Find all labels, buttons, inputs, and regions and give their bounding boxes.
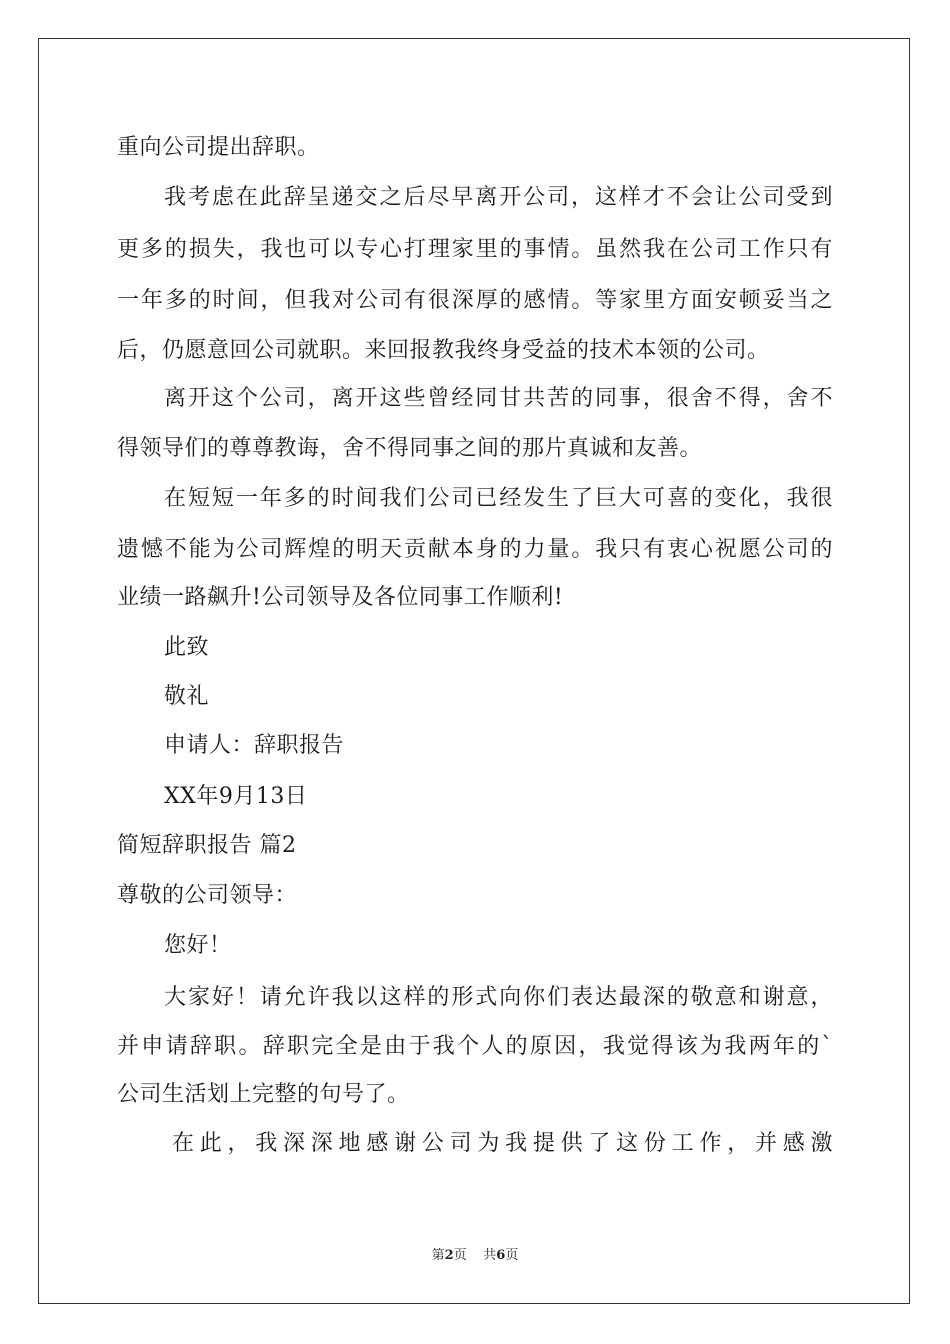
text-line: 公司生活划上完整的句号了。 xyxy=(117,1082,410,1107)
text-line: 离开这个公司，离开这些曾经同甘共苦的同事，很舍不得，舍不 xyxy=(164,386,833,411)
date-line: XX年9月13日 xyxy=(164,784,308,809)
total-suffix: 页 xyxy=(505,1248,519,1263)
text-line: 我考虑在此辞呈递交之后尽早离开公司，这样才不会让公司受到 xyxy=(164,185,833,210)
text-line: 在短短一年多的时间我们公司已经发生了巨大可喜的变化，我很 xyxy=(164,486,833,511)
text-line: 得领导们的尊尊教诲，舍不得同事之间的那片真诚和友善。 xyxy=(117,436,703,461)
greeting: 您好！ xyxy=(164,933,232,958)
greeting-addressee: 尊敬的公司领导： xyxy=(117,883,298,908)
text-line: 重向公司提出辞职。 xyxy=(117,135,320,160)
page-footer xyxy=(0,1247,950,1265)
text-line: 大家好！请允许我以这样的形式向你们表达最深的敬意和谢意， xyxy=(164,985,833,1010)
text-line: 一年多的时间，但我对公司有很深厚的感情。等家里方面安顿妥当之 xyxy=(117,288,833,313)
text-line: 在此，我深深地感谢公司为我提供了这份工作，并感激 xyxy=(172,1131,833,1156)
page-number: 2 xyxy=(444,1248,454,1263)
section-heading: 简短辞职报告 篇2 xyxy=(117,833,297,858)
total-pages: 6 xyxy=(496,1248,506,1263)
page-border xyxy=(38,38,910,1304)
total-prefix: 共 xyxy=(483,1248,497,1263)
page-suffix: 页 xyxy=(453,1248,467,1263)
closing-salutation: 此致 xyxy=(164,635,210,660)
text-line: 业绩一路飙升!公司领导及各位同事工作顺利! xyxy=(117,585,564,610)
text-line: 更多的损失，我也可以专心打理家里的事情。虽然我在公司工作只有 xyxy=(117,237,833,262)
closing-regards: 敬礼 xyxy=(164,684,210,709)
text-line: 后，仍愿意回公司就职。来回报教我终身受益的技术本领的公司。 xyxy=(117,338,770,363)
page-prefix: 第 xyxy=(431,1248,445,1263)
applicant-line: 申请人：辞职报告 xyxy=(164,733,345,758)
text-line: 遗憾不能为公司辉煌的明天贡献本身的力量。我只有衷心祝愿公司的 xyxy=(117,537,833,562)
text-line: 并申请辞职。辞职完全是由于我个人的原因，我觉得该为我两年的` xyxy=(117,1034,833,1059)
